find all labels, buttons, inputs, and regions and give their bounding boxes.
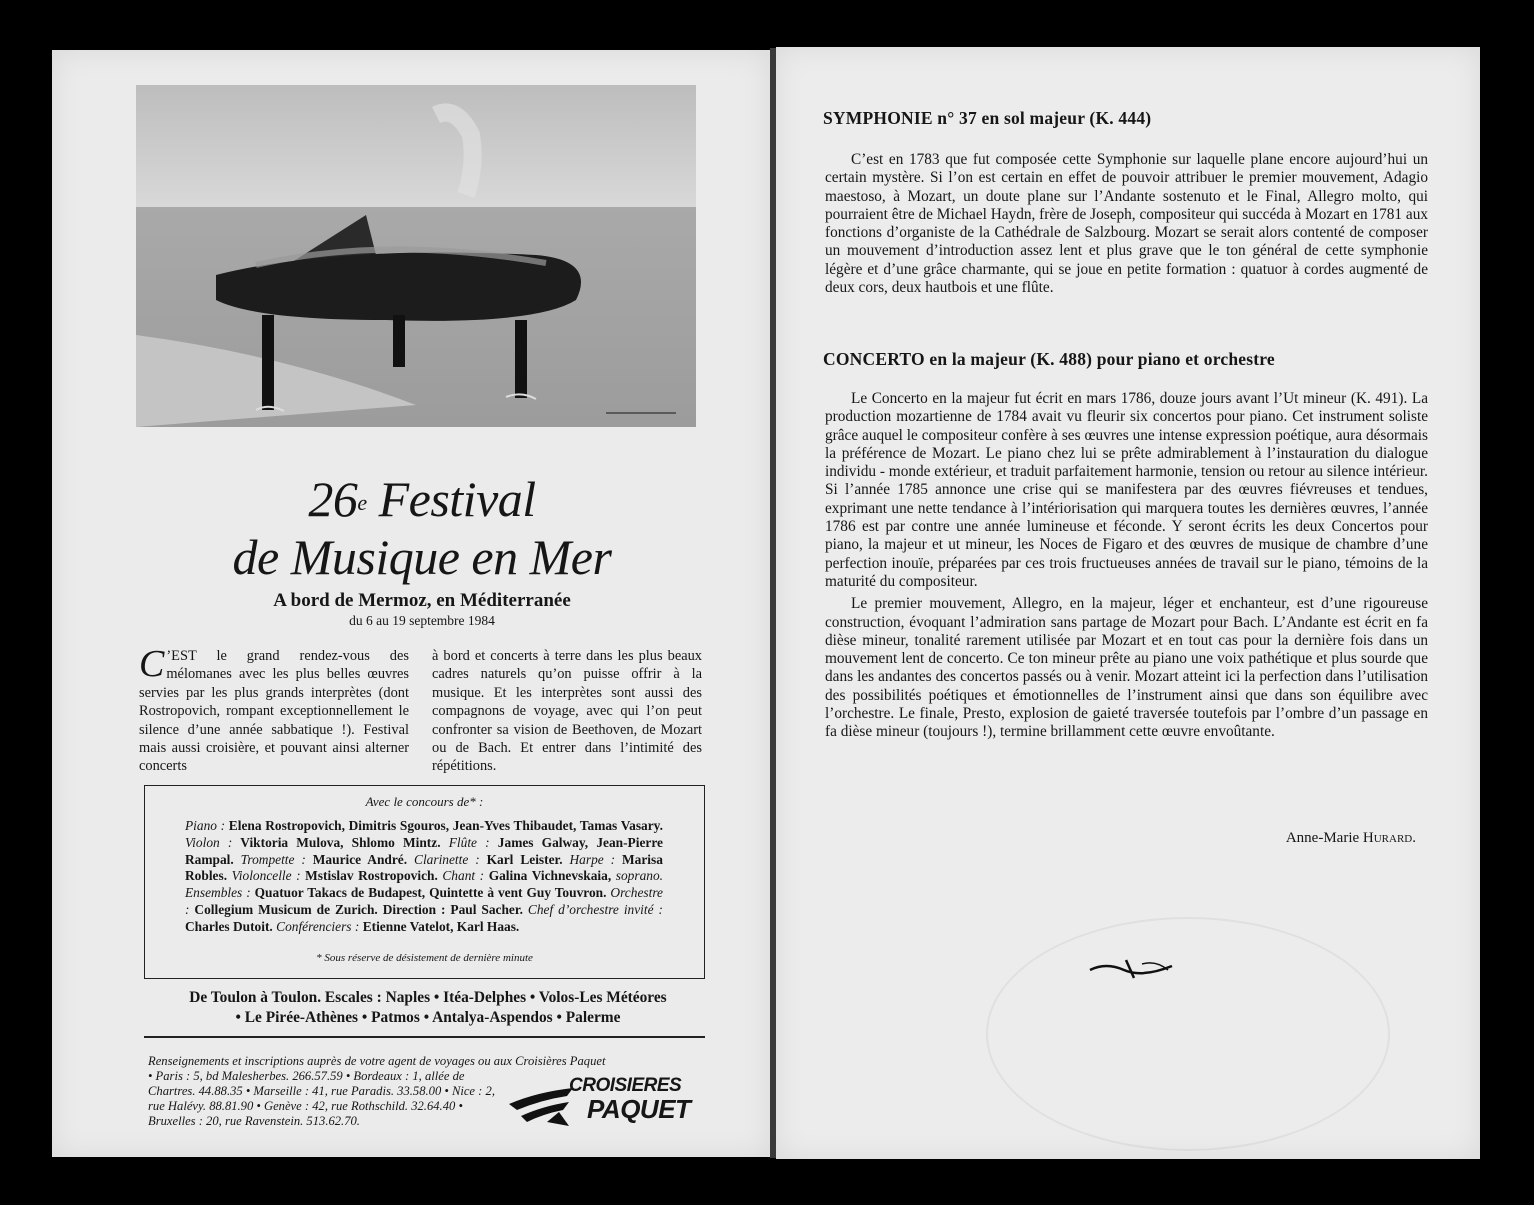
intro-column-1 xyxy=(139,643,409,776)
symphonie-text xyxy=(825,151,1428,297)
artists-conferenciers: Etienne Vatelot, Karl Haas. xyxy=(362,918,520,934)
artists-violoncelle: Mstislav Rostropovich. xyxy=(305,868,438,884)
intro-text-1: ’EST le grand rendez-vous des mélomanes avec les plus belles œuvres servies par les plus grands interprètes (dont Rostropovich, rompant exceptionnellement le silence d’une année sabbatique !). Festival mais aussi croisière, et pouvant ainsi alterner concerts xyxy=(139,648,409,775)
logo-text xyxy=(569,1076,690,1122)
festival-dates: du 6 au 19 septembre 1984 xyxy=(349,613,495,628)
label-harpe: Harpe : xyxy=(569,851,616,867)
label-orchestre: Orchestre : xyxy=(185,885,663,917)
concerto-paragraph-1: Le Concerto en la majeur fut écrit en mars 1786, douze jours avant l’Ut mineur (K. 491). La production mozartienne de 1784 avait vu fleurir six concertos pour piano. Cet instrument soliste grâce auquel le compositeur confère à ses œuvres une intense expression poétique, aura désormais la préférence de Mozart. Le piano chez lui se prête admirablement à l’instauration du dialogue individu - monde extérieur, et traduit parfaitement harmonie, tension ou retour au silence intérieur. Si l’année 1785 annonce une crise qui se manifestera par des œuvres fiévreuses et tendues, exprimant une nette tendance à l’intériorisation qui marquera toutes les dernières œuvres, l’année 1786 est par contre une année lumineuse et féconde. Y seront écrits les deux Concertos pour piano, la majeur et ut mineur, les Noces de Figaro et des œuvres de musique de chambre d’une perfection inouïe, préparées par ces trois fructueuses années de travail sur le piano, témoins de la maturité du compositeur. xyxy=(825,390,1428,590)
artists-flute: James Galway, Jean-Pierre Rampal. xyxy=(185,834,663,867)
left-page xyxy=(52,50,770,1157)
route xyxy=(138,988,718,1028)
logo-line-2: PAQUET xyxy=(587,1094,691,1124)
label-violon: Violon : xyxy=(185,834,233,850)
label-trompette: Trompette : xyxy=(240,851,306,867)
bleed-through-shape xyxy=(986,917,1390,1151)
artists-chef: Charles Dutoit. xyxy=(185,918,273,934)
concerto-title: CONCERTO en la majeur (K. 488) pour piano et orchestre xyxy=(823,349,1275,369)
label-violoncelle: Violoncelle : xyxy=(231,868,301,884)
label-clarinette: Clarinette : xyxy=(414,851,480,867)
label-chef: Chef d’orchestre invité : xyxy=(527,901,663,917)
artists-chant: Galina Vichnevskaia, xyxy=(488,868,612,884)
artists-clarinette: Karl Leister. xyxy=(486,851,563,867)
edition-suffix: e xyxy=(357,490,367,515)
booking-info xyxy=(148,1054,606,1129)
logo-line-1: CROISIERES xyxy=(569,1075,682,1096)
author-first-name: Anne-Marie xyxy=(1285,830,1363,846)
artists-violon: Viktoria Mulova, Shlomo Mintz. xyxy=(240,834,441,850)
label-ensembles: Ensembles : xyxy=(185,885,251,901)
ornament-flourish-icon xyxy=(1086,952,1176,982)
author-last-name: Hurard. xyxy=(1362,830,1416,846)
artists-box xyxy=(144,785,705,979)
concerto-paragraph-2: Le premier mouvement, Allegro, en la majeur, léger et enchanteur, est d’une rigoureuse construction, évoquant l’admiration sans partage de Mozart pour Bach. L’Andante est écrit en fa dièse mineur, tonalité rarement utilisée par Mozart et en tout cas pour la dernière fois dans un mouvement lent de concerto. Ce ton mineur prête au piano une voix pathétique et plus sourde que dans les andantes des concertos passés ou à venir. Mozart atteint ici la perfection dans l’utilisation des possibilités poétiques et émotionnelles de l’instrument ainsi que dans son équilibre avec l’orchestre. Le finale, Presto, explosion de gaieté traversée toutefois par l’ombre d’un passage en fa dièse mineur (toujours !), termine brillamment cette œuvre envoûtante. xyxy=(825,595,1428,741)
artists-trompette: Maurice André. xyxy=(312,851,408,867)
artists-ensembles: Quatuor Takacs de Budapest, Quintette à vent Guy Touvron. xyxy=(254,885,607,901)
right-page xyxy=(776,47,1480,1159)
edition-number: 26 xyxy=(308,471,358,527)
festival-title-line2: de Musique en Mer xyxy=(232,529,612,585)
piano-in-sea-illustration xyxy=(136,85,696,427)
artists-piano: Elena Rostropovich, Dimitris Sgouros, Jean-Yves Thibaudet, Tamas Vasary. xyxy=(228,818,663,833)
concerto-text xyxy=(825,390,1428,742)
artists-footnote: * Sous réserve de désistement de dernière minute xyxy=(316,952,533,964)
artists-heading: Avec le concours de* : xyxy=(365,794,484,809)
booking-info-intro: Renseignements et inscriptions auprès de votre agent de voyages ou aux Croisières Paquet xyxy=(148,1054,606,1068)
label-flute: Flûte : xyxy=(448,834,490,850)
route-line-2: • Le Pirée-Athènes • Patmos • Antalya-Aspendos • Palerme xyxy=(235,1009,621,1026)
symphonie-title: SYMPHONIE n° 37 en sol majeur (K. 444) xyxy=(823,108,1152,128)
cruise-subtitle: A bord de Mermoz, en Méditerranée xyxy=(273,590,571,611)
artists-harpe: Marisa Robles. xyxy=(185,851,663,884)
intro-column-2: à bord et concerts à terre dans les plus beaux cadres naturels qu’on puisse offrir à la musique. Et les interprètes sont aussi des compagnons de voyage, avec qui l’on peut confronter sa vision de Beethoven, de Mozart ou de Bach. Et entrer dans l’intimité des répétitions. xyxy=(432,648,702,775)
dropcap: C xyxy=(139,643,165,685)
artists-orchestre: Collegium Musicum de Zurich. Direction : Paul Sacher. xyxy=(194,901,523,917)
route-line-1: De Toulon à Toulon. Escales : Naples • Itéa-Delphes • Volos-Les Météores xyxy=(189,989,667,1006)
festival-title-line1: Festival xyxy=(366,471,536,527)
swoosh-logo-icon xyxy=(507,1082,577,1132)
booking-info-addresses: • Paris : 5, bd Malesherbes. 266.57.59 • Bordeaux : 1, allée de Chartres. 44.88.35 • Marseille : 41, rue Paradis. 33.58.00 • Nice : 2, rue Halévy. 88.81.90 • Genève : 42, rue Rothschild. 32.64.40 • Bruxelles : 20, rue Ravenstein. 513.62.70. xyxy=(148,1069,495,1128)
label-soprano: soprano. xyxy=(615,868,663,884)
piano-illustration-icon xyxy=(136,85,696,427)
label-conferenciers: Conférenciers : xyxy=(276,918,360,934)
artists-list xyxy=(185,818,663,936)
divider xyxy=(144,1036,705,1038)
symphonie-paragraph: C’est en 1783 que fut composée cette Symphonie sur laquelle plane encore aujourd’hui un certain mystère. Si l’on est certain en effet de pouvoir attribuer le premier mouvement, Adagio maestoso, à Mozart, un doute plane sur l’Andante sostenuto et le Final, Allegro molto, qui pourraient être de Michael Haydn, frère de Joseph, compositeur qui succéda à Mozart en 1781 aux fonctions d’organiste de la Cathédrale de Salzbourg. Mozart se serait alors contenté de composer un mouvement d’introduction assez lent et plus grave que le ton général de cette symphonie légère et d’une grâce charmante, qui se joue en petite formation : quatuor à cordes augmenté de deux cors, deux hautbois et une flûte. xyxy=(825,151,1428,297)
label-piano: Piano : xyxy=(185,818,226,833)
festival-title xyxy=(172,470,672,586)
label-chant: Chant : xyxy=(442,868,485,884)
author-signature xyxy=(1246,830,1416,847)
croisieres-paquet-logo xyxy=(507,1076,707,1136)
